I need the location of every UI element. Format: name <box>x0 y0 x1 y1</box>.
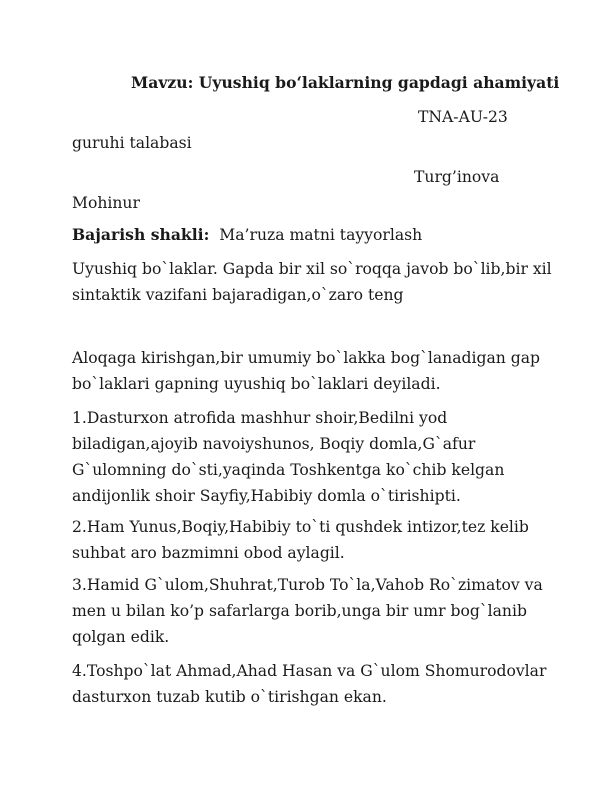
student-name: Mohinur <box>72 194 140 212</box>
group-suffix: guruhi talabasi <box>72 134 192 152</box>
group-code: TNA-AU-23 <box>418 108 508 126</box>
definition-line: sintaktik vazifani bajaradigan,o`zaro teng <box>72 286 404 304</box>
page-title: Mavzu: Uyushiq bo‘laklarning gapdagi ahamiyati <box>131 73 560 92</box>
definition-line: bo`laklari gapning uyushiq bo`laklari deyiladi. <box>72 375 441 393</box>
example-line: men u bilan ko’p safarlarga borib,unga bir umr bog`lanib <box>72 602 527 620</box>
example-line: 3.Hamid G`ulom,Shuhrat,Turob To`la,Vahob Ro`zimatov va <box>72 576 543 594</box>
student-surname: Turg’inova <box>414 168 500 186</box>
example-line: 2.Ham Yunus,Boqiy,Habibiy to`ti qushdek intizor,tez kelib <box>72 518 529 536</box>
example-line: andijonlik shoir Sayfiy,Habibiy domla o`tirishipti. <box>72 487 461 505</box>
definition-line: Aloqaga kirishgan,bir umumiy bo`lakka bog`lanadigan gap <box>72 349 541 367</box>
example-line: 1.Dasturxon atrofida mashhur shoir,Bedilni yod <box>72 409 448 427</box>
example-line: 4.Toshpo`lat Ahmad,Ahad Hasan va G`ulom Shomurodovlar <box>72 662 547 680</box>
task-line <box>72 222 422 248</box>
task-value: Ma’ruza matni tayyorlash <box>219 226 423 244</box>
example-line: G`ulomning do`sti,yaqinda Toshkentga ko`chib kelgan <box>72 461 505 479</box>
definition-line: Uyushiq bo`laklar. Gapda bir xil so`roqqa javob bo`lib,bir xil <box>72 260 552 278</box>
example-line: suhbat aro bazmimni obod aylagil. <box>72 544 345 562</box>
example-line: dasturxon tuzab kutib o`tirishgan ekan. <box>72 688 387 706</box>
task-label: Bajarish shakli: <box>72 225 210 244</box>
example-line: qolgan edik. <box>72 628 170 646</box>
example-line: biladigan,ajoyib navoiyshunos, Boqiy domla,G`afur <box>72 435 476 453</box>
